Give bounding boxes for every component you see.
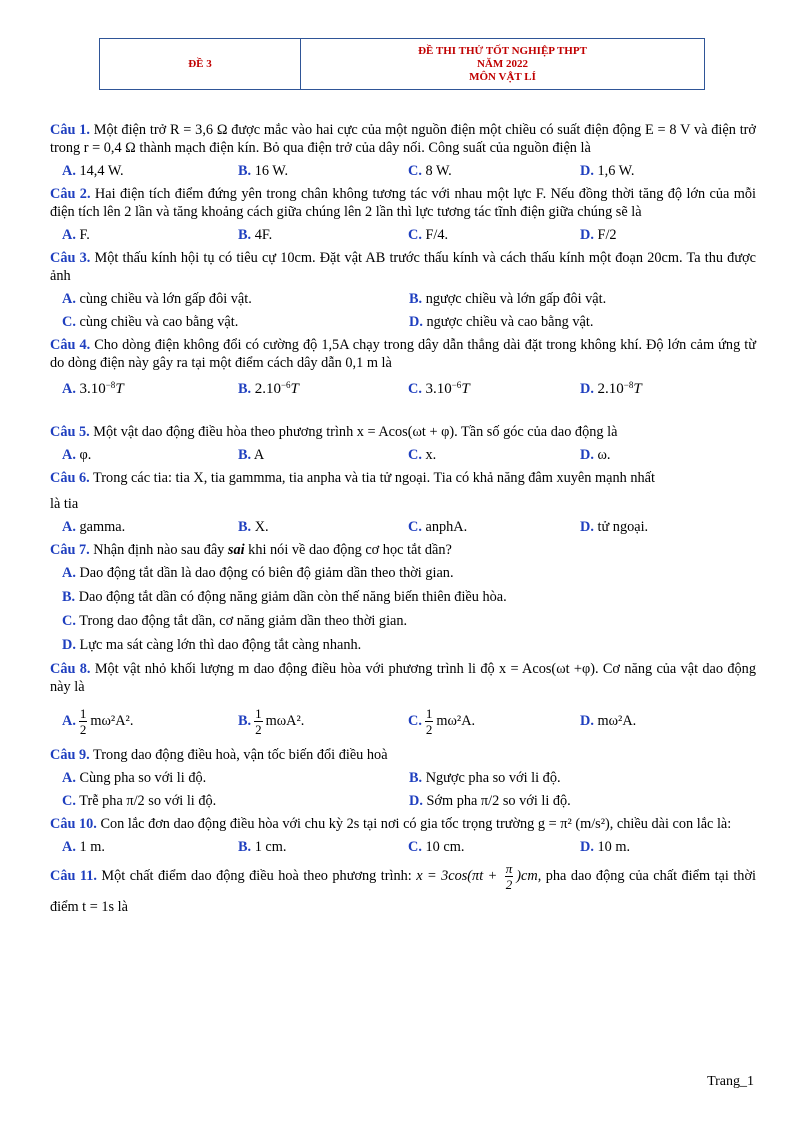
option-a: A. 1 m. bbox=[62, 839, 105, 855]
page-number: Trang_1 bbox=[707, 1074, 754, 1089]
option-d: D. $2.10^{-8}T$ bbox=[580, 380, 642, 397]
options-1 bbox=[62, 162, 756, 180]
question-number: Câu 9. bbox=[50, 747, 90, 763]
option-b: B. 16 W. bbox=[237, 163, 289, 179]
question-10 bbox=[50, 815, 756, 833]
question-number: Câu 3. bbox=[50, 250, 91, 266]
option-c: C. F/4. bbox=[408, 227, 449, 243]
question-2 bbox=[50, 185, 756, 221]
question-number: Câu 8. bbox=[50, 661, 91, 677]
options-8 bbox=[62, 701, 756, 741]
option-c: C. Trong dao động tắt dần, cơ năng giảm dần theo thời gian. bbox=[62, 613, 408, 629]
option-c: C. anphA. bbox=[408, 519, 468, 535]
question-number: Câu 4. bbox=[50, 337, 91, 353]
option-b: B. Dao động tắt dần có động năng giảm dần còn thế năng biến thiên điều hòa. bbox=[62, 589, 507, 605]
question-5 bbox=[50, 423, 756, 441]
question-text: Trong các tia: tia X, tia gammma, tia anpha và tia tử ngoại. Tia có khả năng đâm xuyên mạnh nhất bbox=[89, 470, 655, 486]
question-7: Câu 7. Nhận định nào sau đây sai khi nói về dao động cơ học tắt dần? bbox=[50, 542, 452, 558]
option-d: D. F/2 bbox=[580, 227, 617, 243]
option-b: B. 4F. bbox=[237, 227, 273, 243]
exam-year: NĂM 2022 bbox=[476, 57, 529, 70]
question-text: Con lắc đơn dao động điều hòa với chu kỳ 2s tại nơi có gia tốc trọng trường g = π² (m/s²), chiều dài con lắc là: bbox=[96, 816, 732, 832]
exam-subject: MÔN VẬT LÍ bbox=[469, 70, 536, 83]
option-b: B. $\frac{1}{2}$ mωA². bbox=[237, 705, 305, 737]
question-number: Câu 6. bbox=[50, 470, 90, 486]
question-6 bbox=[50, 469, 756, 487]
option-b: B. X. bbox=[237, 519, 269, 535]
option-a: A. $3.10^{-8}T$ bbox=[62, 380, 124, 397]
option-c: C. Trễ pha π/2 so với li độ. bbox=[62, 793, 217, 809]
exam-title: ĐỀ THI THỬ TỐT NGHIỆP THPT bbox=[418, 44, 587, 57]
question-number: Câu 2. bbox=[50, 186, 91, 202]
option-c: C. $3.10^{-6}T$ bbox=[408, 380, 470, 397]
option-d: D. 10 m. bbox=[580, 839, 631, 855]
option-c: C. 8 W. bbox=[408, 163, 452, 179]
option-c: C. x. bbox=[408, 447, 437, 463]
options-10 bbox=[62, 838, 756, 856]
option-d: D. Lực ma sát càng lớn thì dao động tắt càng nhanh. bbox=[62, 637, 362, 653]
question-text: Một vật nhỏ khối lượng m dao động điều hòa với phương trình li độ x = Acos(ωt +φ). Cơ năng của vật dao động này là bbox=[50, 661, 756, 695]
option-d: D. Sớm pha π/2 so với li độ. bbox=[409, 793, 571, 809]
options-9-ab bbox=[62, 769, 756, 787]
option-b: B. Ngược pha so với li độ. bbox=[409, 770, 561, 786]
option-a: A. $\frac{1}{2}$ mω²A². bbox=[62, 705, 134, 737]
question-1 bbox=[50, 121, 756, 157]
option-a: A. Dao động tắt dần là dao động có biên độ giảm dần theo thời gian. bbox=[62, 565, 454, 581]
options-6 bbox=[62, 518, 756, 536]
question-text: Trong dao động điều hoà, vận tốc biến đổi điều hoà bbox=[89, 747, 388, 763]
question-number: Câu 10. bbox=[50, 816, 97, 832]
question-number: Câu 7. bbox=[50, 542, 90, 558]
option-b: B. 1 cm. bbox=[237, 839, 287, 855]
question-text: Cho dòng điện không đổi có cường độ 1,5A chạy trong dây dẫn thẳng dài đặt trong không khí. Độ lớn cảm ứng từ do dòng điện này gây ra tại một điểm cách dây dẫn 0,1 m là bbox=[50, 337, 756, 371]
option-b: B. A bbox=[237, 447, 265, 463]
equation: x = 3cos(πt + $\frac{\pi}{2}$ )cm, bbox=[416, 861, 542, 893]
option-a: A. φ. bbox=[62, 447, 92, 463]
question-text: Một điện trở R = 3,6 Ω được mắc vào hai cực của một nguồn điện một chiều có suất điện động E = 8 V và điện trở trong r = 0,4 Ω thành mạch điện kín. Bỏ qua điện trở của dây nối. Công suất của nguồn điện là bbox=[50, 122, 756, 156]
option-d: D. 1,6 W. bbox=[580, 163, 635, 179]
option-d: D. mω²A. bbox=[580, 713, 637, 729]
option-c: C. cùng chiều và cao bằng vật. bbox=[62, 314, 239, 330]
question-4 bbox=[50, 336, 756, 372]
options-3-cd bbox=[62, 313, 756, 331]
option-c: C. 10 cm. bbox=[408, 839, 465, 855]
options-2 bbox=[62, 226, 756, 244]
option-a: A. cùng chiều và lớn gấp đôi vật. bbox=[62, 291, 252, 307]
options-9-cd bbox=[62, 792, 756, 810]
question-text: Một thấu kính hội tụ có tiêu cự 10cm. Đặt vật AB trước thấu kính và cách thấu kính một đoạn 20cm. Ta thu được ảnh bbox=[50, 250, 756, 284]
question-9 bbox=[50, 746, 756, 764]
option-a: A. F. bbox=[62, 227, 90, 243]
option-d: D. ω. bbox=[580, 447, 611, 463]
exam-header-box bbox=[99, 38, 705, 90]
question-8 bbox=[50, 660, 756, 696]
exam-code: ĐỀ 3 bbox=[100, 39, 301, 89]
option-a: A. Cùng pha so với li độ. bbox=[62, 770, 207, 786]
option-d: D. ngược chiều và cao bằng vật. bbox=[409, 314, 594, 330]
question-text: Hai điện tích điểm đứng yên trong chân không tương tác với nhau một lực F. Nếu đồng thời tăng độ lớn của mỗi điện tích lên 2 lần và tăng khoảng cách giữa chúng lên 2 lần thì lực tương tác tĩnh điện giữa chúng sẽ là bbox=[50, 186, 756, 220]
questions bbox=[50, 121, 756, 927]
options-3-ab bbox=[62, 290, 756, 308]
option-c: C. $\frac{1}{2}$ mω²A. bbox=[408, 705, 476, 737]
options-4 bbox=[62, 380, 756, 398]
option-b: B. $2.10^{-6}T$ bbox=[237, 380, 299, 397]
question-11: Câu 11. Một chất điểm dao động điều hoà theo phương trình: x = 3cos(πt + $\frac{\pi}{2}$ )cm, pha dao động của chất điểm tại thời điểm t = 1s là bbox=[50, 861, 756, 916]
question-number: Câu 5. bbox=[50, 424, 90, 440]
question-number: Câu 11. bbox=[50, 868, 97, 884]
option-a: A. gamma. bbox=[62, 519, 126, 535]
option-d: D. tử ngoại. bbox=[580, 519, 649, 535]
options-5 bbox=[62, 446, 756, 464]
question-6-cont: là tia bbox=[50, 496, 79, 512]
question-text: Một vật dao động điều hòa theo phương trình x = Acos(ωt + φ). Tần số góc của dao động là bbox=[89, 424, 618, 440]
option-a: A. 14,4 W. bbox=[62, 163, 124, 179]
option-b: B. ngược chiều và lớn gấp đôi vật. bbox=[409, 291, 607, 307]
exam-title-block bbox=[301, 39, 704, 89]
question-3 bbox=[50, 249, 756, 285]
question-number: Câu 1. bbox=[50, 122, 90, 138]
